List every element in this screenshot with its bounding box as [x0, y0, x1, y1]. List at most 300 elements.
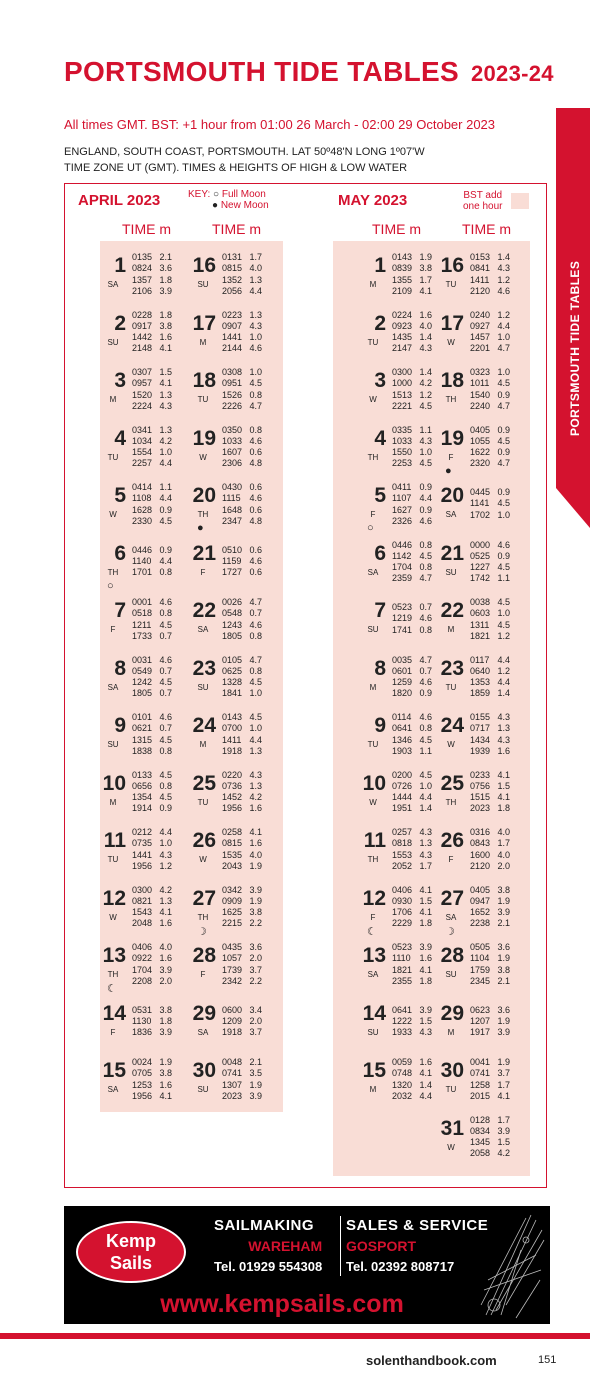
- day-number: 1: [114, 254, 126, 277]
- tide-height: 1.0: [249, 688, 262, 699]
- tide-time: 1242: [132, 677, 153, 688]
- tide-row: [132, 677, 172, 688]
- tide-row: [222, 567, 262, 578]
- tide-time: 1704: [132, 964, 153, 975]
- tide-height: 0.8: [159, 745, 172, 756]
- tide-row: [470, 1057, 510, 1068]
- weekday-label: F: [370, 912, 376, 922]
- tide-list: [222, 1005, 262, 1039]
- tide-list: [392, 1005, 432, 1039]
- tide-height: 4.6: [249, 555, 262, 566]
- side-tab-label: PORTSMOUTH TIDE TABLES: [568, 260, 582, 436]
- day-number: 10: [362, 771, 386, 795]
- tide-row: [392, 625, 432, 636]
- tide-height: 4.0: [419, 320, 432, 331]
- tide-height: 3.9: [419, 942, 432, 952]
- day-number: 27: [192, 886, 216, 910]
- tide-time: 1821: [470, 630, 491, 641]
- tide-time: 2109: [392, 285, 413, 296]
- gosport-label: GOSPORT: [346, 1238, 417, 1254]
- tide-height: 1.9: [159, 1057, 172, 1067]
- tide-height: 4.7: [497, 458, 510, 469]
- tide-height: 1.9: [249, 1079, 262, 1090]
- tide-height: 4.4: [159, 555, 172, 566]
- tide-height: 0.6: [249, 567, 262, 578]
- day-entry: [100, 885, 186, 945]
- tide-time: 1115: [222, 493, 241, 504]
- moon-phase-icon: ☽: [445, 925, 455, 938]
- tide-height: 4.5: [159, 769, 172, 780]
- tide-height: 1.1: [419, 424, 432, 435]
- tide-height: 0.9: [419, 504, 432, 515]
- tide-list: [222, 885, 262, 930]
- tide-time: 1836: [132, 1027, 153, 1038]
- tide-row: [132, 803, 172, 814]
- tide-time: 1357: [132, 274, 153, 285]
- tide-height: 1.0: [497, 608, 510, 619]
- tide-height: 1.6: [249, 803, 262, 814]
- tide-height: 1.0: [249, 723, 262, 734]
- tide-height: 4.2: [419, 378, 432, 389]
- tide-height: 4.2: [159, 435, 172, 446]
- tide-height: 4.3: [419, 849, 432, 860]
- tide-time: 1702: [470, 509, 491, 520]
- kemp-sails-ad[interactable]: [64, 1206, 550, 1324]
- tide-height: 1.9: [249, 860, 262, 871]
- tide-height: 3.8: [159, 320, 172, 331]
- tide-time: 0748: [392, 1068, 413, 1079]
- page-title: [64, 56, 554, 88]
- tide-row: [392, 275, 432, 286]
- tide-row: [222, 401, 262, 412]
- tide-row: [470, 1137, 510, 1148]
- tide-time: 2342: [222, 975, 243, 986]
- tide-height: 0.8: [419, 723, 432, 734]
- tide-row: [470, 275, 510, 286]
- weekday-label: SU: [197, 280, 209, 289]
- tide-height: 4.1: [419, 1068, 432, 1079]
- tide-row: [392, 263, 432, 274]
- tide-list: [222, 482, 262, 527]
- tide-list: [132, 252, 172, 297]
- tide-row: [132, 545, 172, 556]
- footer-site[interactable]: solenthandbook.com: [366, 1353, 497, 1368]
- day-entry: [438, 482, 524, 542]
- tide-row: [132, 792, 172, 803]
- tide-height: 0.8: [249, 389, 262, 400]
- brand-line2: Sails: [109, 1253, 153, 1273]
- tide-row: [132, 263, 172, 274]
- day-entry: [190, 482, 276, 542]
- tide-time: 1821: [392, 964, 413, 975]
- tide-time: 0143: [222, 712, 243, 722]
- tide-time: 1055: [470, 435, 491, 446]
- tide-time: 0641: [392, 723, 413, 734]
- tide-height: 3.9: [497, 1125, 510, 1136]
- tide-row: [222, 252, 262, 263]
- day-entry: [190, 770, 276, 830]
- bst-line1: BST add: [463, 190, 503, 201]
- day-number: 15: [362, 1059, 386, 1082]
- tide-list: [222, 827, 262, 872]
- tide-row: [222, 321, 262, 332]
- day-number: 8: [374, 656, 386, 680]
- tide-row: [222, 367, 262, 378]
- tide-height: 1.4: [497, 252, 510, 262]
- tide-row: [470, 1091, 510, 1102]
- day-entry: [190, 252, 276, 312]
- full-moon-icon: ○: [213, 189, 220, 200]
- day-entry: [190, 712, 276, 772]
- tide-row: [470, 1068, 510, 1079]
- tide-row: [470, 562, 510, 573]
- tide-row: [132, 1057, 172, 1068]
- tide-row: [392, 688, 432, 699]
- day-number: 3: [374, 369, 386, 392]
- tide-height: 1.0: [497, 332, 510, 343]
- day-entry: [438, 770, 524, 830]
- tide-height: 4.3: [159, 400, 172, 411]
- weekday-label: TU: [367, 740, 379, 749]
- tide-row: [470, 688, 510, 699]
- tide-row: [470, 378, 510, 389]
- tide-time: 1553: [392, 849, 413, 860]
- tide-row: [470, 310, 510, 321]
- kemp-sails-logo: [76, 1221, 186, 1283]
- weekday-label: SA: [107, 1085, 119, 1094]
- tide-row: [392, 953, 432, 964]
- tide-time: 0841: [470, 263, 491, 274]
- tide-time: 0821: [132, 895, 153, 906]
- weekday-label: M: [109, 395, 117, 404]
- tide-height: 1.2: [159, 860, 172, 871]
- tide-time: 2147: [392, 343, 413, 354]
- tide-time: 0135: [132, 252, 153, 262]
- tide-row: [392, 252, 432, 263]
- tide-time: 2208: [132, 975, 153, 986]
- tide-list: [470, 827, 510, 872]
- tide-row: [132, 620, 172, 631]
- tide-height: 1.4: [419, 367, 432, 377]
- tide-time: 2224: [132, 400, 153, 411]
- tide-height: 4.5: [419, 769, 432, 780]
- tide-time: 1535: [222, 849, 243, 860]
- weekday-label: SU: [445, 970, 457, 979]
- day-number: 9: [114, 714, 126, 737]
- tide-time: 0735: [132, 838, 153, 849]
- tide-height: 4.2: [159, 884, 172, 895]
- tide-height: 4.5: [497, 498, 510, 509]
- tide-time: 1742: [470, 573, 491, 584]
- tide-row: [222, 1027, 262, 1038]
- tide-height: 4.4: [249, 734, 262, 745]
- tide-row: [470, 1016, 510, 1027]
- day-number: 21: [192, 541, 216, 565]
- tide-row: [392, 1068, 432, 1079]
- tide-height: 4.5: [497, 597, 510, 607]
- tide-time: 2032: [392, 1090, 413, 1101]
- tide-row: [222, 885, 262, 896]
- day-entry: [100, 597, 186, 657]
- tide-row: [392, 965, 432, 976]
- tide-row: [392, 907, 432, 918]
- tide-row: [132, 505, 172, 516]
- tide-height: 1.7: [497, 838, 510, 849]
- tide-list: [392, 885, 432, 930]
- side-tab-tip: [556, 488, 590, 528]
- day-entry: [100, 712, 186, 772]
- weekday-label: TU: [445, 1085, 457, 1094]
- tide-height: 4.3: [419, 1027, 432, 1038]
- tide-height: 1.6: [419, 1057, 432, 1067]
- day-number: 4: [114, 426, 126, 450]
- day-entry: [360, 885, 446, 945]
- tide-list: [392, 540, 432, 585]
- tide-height: 4.4: [497, 654, 510, 665]
- tide-time: 1034: [132, 435, 153, 446]
- tide-time: 1441: [222, 332, 243, 343]
- tide-list: [132, 1005, 172, 1039]
- weekday-label: TH: [107, 970, 119, 979]
- tide-height: 4.1: [419, 964, 432, 975]
- tide-height: 4.1: [419, 285, 432, 296]
- tide-time: 2106: [132, 285, 153, 296]
- tide-time: 0300: [392, 367, 413, 377]
- day-entry: [438, 597, 524, 657]
- tide-height: 3.8: [249, 907, 262, 918]
- tide-time: 1918: [222, 745, 243, 756]
- tide-row: [392, 677, 432, 688]
- day-number: 28: [192, 944, 216, 967]
- tide-height: 1.9: [249, 895, 262, 906]
- day-number: 17: [440, 311, 464, 335]
- tide-list: [470, 310, 510, 355]
- weekday-label: TU: [197, 797, 209, 807]
- tide-height: 1.7: [419, 860, 432, 871]
- tide-time: 2257: [132, 458, 153, 469]
- day-number: 25: [440, 771, 464, 795]
- tide-row: [470, 458, 510, 469]
- day-number: 22: [192, 599, 216, 622]
- tide-row: [132, 310, 172, 321]
- tide-time: 0316: [470, 827, 491, 837]
- tide-time: 2144: [222, 343, 243, 354]
- tide-row: [470, 608, 510, 619]
- tide-height: 3.8: [159, 1004, 172, 1015]
- tide-height: 1.3: [249, 274, 262, 285]
- tide-height: 2.1: [497, 918, 510, 929]
- tide-row: [392, 746, 432, 757]
- tide-row: [392, 1027, 432, 1038]
- weekday-label: W: [369, 797, 377, 807]
- tide-row: [392, 613, 432, 624]
- tide-time: 2148: [132, 343, 153, 354]
- tide-time: 1211: [132, 619, 152, 630]
- tide-list: [470, 252, 510, 297]
- tide-row: [392, 321, 432, 332]
- tide-time: 0656: [132, 780, 153, 791]
- tide-row: [132, 1091, 172, 1102]
- tide-time: 1315: [132, 734, 153, 745]
- tide-height: 2.0: [249, 953, 262, 964]
- col-header: TIME m: [462, 221, 511, 237]
- tide-time: 0233: [470, 769, 491, 780]
- tide-height: 1.3: [497, 723, 510, 734]
- day-entry: [190, 1057, 276, 1117]
- tide-row: [392, 332, 432, 343]
- tide-time: 1917: [470, 1027, 491, 1038]
- tide-time: 0603: [470, 608, 491, 619]
- col-header: TIME m: [122, 221, 171, 237]
- tide-height: 1.9: [497, 895, 510, 906]
- tide-row: [132, 781, 172, 792]
- tide-row: [392, 838, 432, 849]
- day-entry: [190, 425, 276, 485]
- day-entry: [190, 597, 276, 657]
- tide-height: 4.0: [159, 942, 172, 952]
- tide-row: [222, 735, 262, 746]
- weekday-label: TH: [367, 855, 379, 864]
- ad-website-link[interactable]: www.kempsails.com: [160, 1290, 404, 1318]
- tide-height: 1.3: [249, 780, 262, 791]
- tide-row: [222, 781, 262, 792]
- tide-time: 0923: [392, 320, 413, 331]
- tide-time: 1141: [470, 498, 490, 509]
- tide-list: [470, 1057, 510, 1102]
- tide-height: 4.4: [159, 493, 172, 504]
- tide-height: 4.6: [249, 619, 262, 630]
- day-number: 11: [363, 829, 386, 852]
- tide-list: [470, 540, 510, 585]
- tide-height: 1.6: [249, 838, 262, 849]
- day-entry: [100, 770, 186, 830]
- tide-height: 3.9: [497, 1027, 510, 1038]
- tide-row: [392, 482, 432, 493]
- tide-time: 1159: [222, 555, 242, 566]
- day-entry: [438, 540, 524, 600]
- tide-row: [222, 965, 262, 976]
- tide-row: [222, 608, 262, 619]
- tide-row: [132, 770, 172, 781]
- tide-height: 4.1: [497, 769, 510, 780]
- weekday-label: F: [448, 452, 454, 462]
- day-entry: [360, 1057, 446, 1117]
- tide-time: 0114: [392, 712, 412, 722]
- tide-list: [392, 770, 432, 815]
- tide-row: [222, 343, 262, 354]
- tide-row: [470, 343, 510, 354]
- tide-time: 1328: [222, 677, 243, 688]
- tide-time: 2201: [470, 343, 491, 354]
- tide-time: 1701: [132, 567, 153, 578]
- moon-phase-icon: ○: [367, 522, 374, 534]
- tide-time: 0435: [222, 942, 243, 952]
- tide-time: 1222: [392, 1015, 413, 1026]
- tide-row: [132, 390, 172, 401]
- tide-time: 0335: [392, 424, 413, 435]
- tide-time: 1838: [132, 745, 153, 756]
- day-entry: [190, 367, 276, 427]
- tide-row: [132, 275, 172, 286]
- weekday-label: W: [447, 740, 455, 749]
- tide-row: [470, 1005, 510, 1016]
- tide-height: 3.9: [497, 907, 510, 918]
- tide-row: [392, 885, 432, 896]
- tide-time: 0445: [470, 487, 491, 497]
- tide-time: 1914: [132, 803, 153, 814]
- tide-time: 1543: [132, 907, 153, 918]
- tide-time: 1444: [392, 792, 413, 803]
- tide-time: 1918: [222, 1027, 243, 1038]
- weekday-label: SU: [367, 1027, 379, 1037]
- day-number: 2: [114, 311, 126, 335]
- tide-height: 0.7: [419, 602, 432, 612]
- tide-row: [132, 567, 172, 578]
- tide-list: [470, 942, 510, 987]
- day-entry: [190, 1000, 276, 1060]
- tide-height: 4.3: [419, 435, 432, 446]
- tide-list: [470, 885, 510, 930]
- tide-row: [132, 321, 172, 332]
- moon-phase-icon: ☾: [367, 925, 377, 938]
- tide-row: [132, 556, 172, 567]
- day-entry: [190, 942, 276, 1002]
- tide-row: [132, 723, 172, 734]
- tide-height: 1.3: [159, 895, 172, 906]
- tide-row: [392, 401, 432, 412]
- tide-time: 0000: [470, 539, 491, 550]
- tide-height: 1.5: [497, 1137, 510, 1148]
- tide-time: 0601: [392, 665, 413, 676]
- tide-time: 1820: [392, 688, 413, 699]
- tide-row: [470, 827, 510, 838]
- weekday-label: TH: [197, 510, 209, 519]
- tide-list: [132, 545, 172, 579]
- tide-height: 4.1: [159, 1090, 172, 1101]
- day-number: 1: [374, 254, 386, 277]
- day-number: 5: [114, 484, 126, 507]
- tide-list: [132, 367, 172, 412]
- weekday-label: M: [369, 280, 377, 289]
- tide-row: [132, 896, 172, 907]
- gmt-note: All times GMT. BST: +1 hour from 01:00 26 March - 02:00 29 October 2023: [64, 117, 496, 132]
- tide-row: [222, 436, 262, 447]
- day-entry: [438, 1057, 524, 1117]
- tide-height: 4.5: [419, 400, 432, 411]
- tide-time: 0510: [222, 544, 243, 555]
- tide-row: [392, 505, 432, 516]
- tide-time: 1140: [132, 555, 152, 566]
- tide-height: 4.4: [419, 1090, 432, 1101]
- tide-row: [132, 712, 172, 723]
- tide-row: [132, 332, 172, 343]
- tide-time: 0726: [392, 780, 413, 791]
- weekday-label: SA: [197, 1027, 209, 1037]
- tide-list: [392, 252, 432, 297]
- tide-time: 2120: [470, 860, 491, 871]
- day-entry: [438, 1115, 524, 1175]
- tide-time: 1033: [392, 435, 413, 446]
- tide-height: 1.3: [159, 424, 172, 435]
- tide-height: 4.5: [419, 734, 432, 745]
- tide-height: 4.3: [159, 849, 172, 860]
- tide-row: [470, 367, 510, 378]
- day-number: 12: [102, 886, 126, 910]
- tide-time: 0405: [470, 884, 491, 895]
- tide-time: 1227: [470, 562, 491, 573]
- weekday-label: F: [200, 970, 206, 979]
- tide-list: [132, 597, 172, 642]
